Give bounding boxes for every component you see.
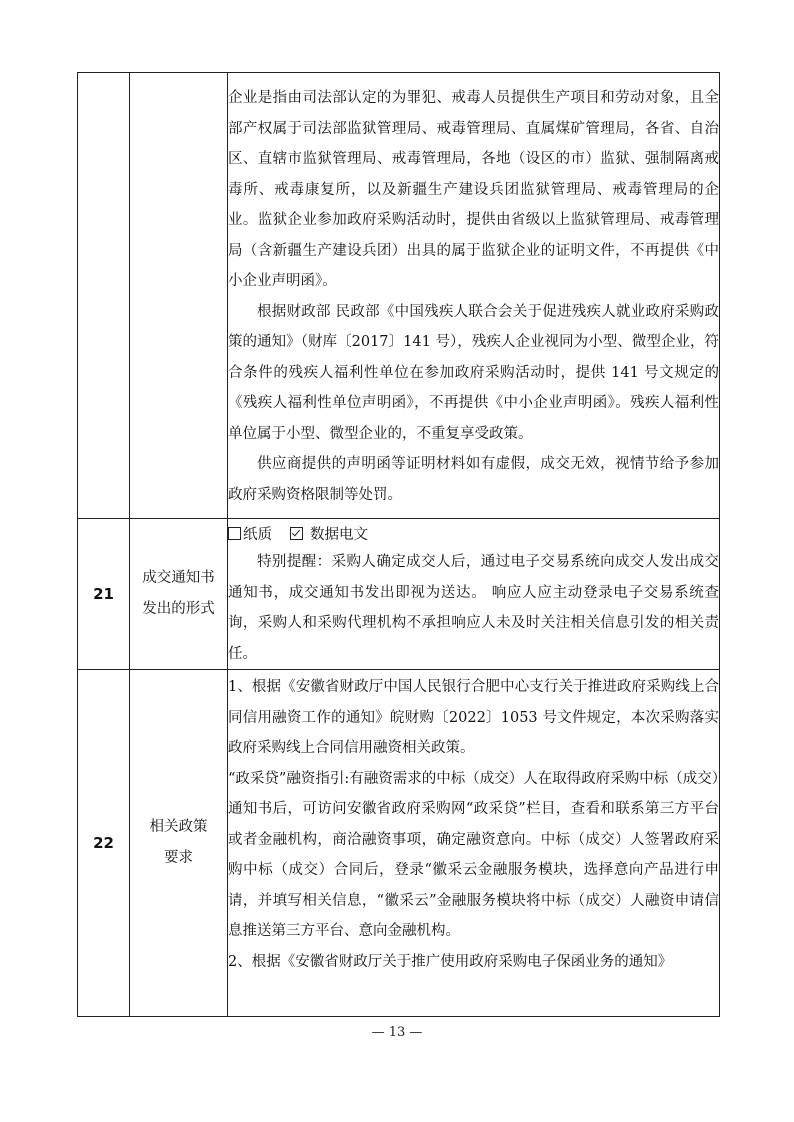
option-electronic-label: 数据电文 xyxy=(310,527,369,543)
row-label-line: 相关政策 xyxy=(149,819,208,835)
table-row-22 xyxy=(78,670,720,1017)
row-label-line: 要求 xyxy=(164,850,193,866)
requirements-table xyxy=(77,72,720,1017)
checked-box-icon[interactable] xyxy=(290,527,303,540)
label-cell-empty xyxy=(130,73,228,519)
row-number: 22 xyxy=(78,670,130,1017)
prison-enterprise-paragraph: 企业是指由司法部认定的为罪犯、戒毒人员提供生产项目和劳动对象，且全部产权属于司法部监狱管理局、戒毒管理局、直属煤矿管理局，各省、自治区、直辖市监狱管理局、戒毒管理局，各地（设区的市）监狱、强制隔离戒毒所、戒毒康复所，以及新疆生产建设兵团监狱管理局、戒毒管理局的企业。监狱企业参加政府采购活动时，提供由省级以上监狱管理局、戒毒管理局（含新疆生产建设兵团）出具的属于监狱企业的证明文件，不再提供《中小企业声明函》。 xyxy=(228,90,719,289)
number-cell-empty xyxy=(78,73,130,519)
row-label-line: 成交通知书 xyxy=(142,570,215,586)
electronic-guarantee-paragraph: 2、根据《安徽省财政厅关于推广使用政府采购电子保函业务的通知》 xyxy=(228,953,673,970)
page-number: — 13 — xyxy=(371,1025,423,1040)
unchecked-box-icon[interactable] xyxy=(228,527,241,540)
row-label xyxy=(130,519,228,670)
option-paper-label: 纸质 xyxy=(243,527,272,543)
notice-form-options xyxy=(228,523,719,547)
row-number: 21 xyxy=(78,519,130,670)
table-row-continuation xyxy=(78,73,720,519)
disabled-enterprise-paragraph: 根据财政部 民政部《中国残疾人联合会关于促进残疾人就业政府采购政策的通知》（财库〔2017〕141 号），残疾人企业视同为小型、微型企业，符合条件的残疾人福利性单位在参加政府采购活动时，提供 141 号文规定的《残疾人福利性单位声明函》，不再提供《中小企业声明函》。残疾人福利性单位属于小型、微型企业的，不重复享受政策。 xyxy=(228,303,719,442)
content-cell xyxy=(228,670,720,1017)
row-label xyxy=(130,670,228,1017)
false-declaration-paragraph: 供应商提供的声明函等证明材料如有虚假，成交无效，视情节给予参加政府采购资格限制等处罚。 xyxy=(228,456,719,503)
credit-financing-paragraph: 1、根据《安徽省财政厅中国人民银行合肥中心支行关于推进政府采购线上合同信用融资工作的通知》皖财购〔2022〕1053 号文件规定，本次采购落实政府采购线上合同信用融资相关政策。 xyxy=(228,679,719,756)
loan-guidance-paragraph: “政采贷”融资指引:有融资需求的中标（成交）人在取得政府采购中标（成交）通知书后，可访问安徽省政府采购网“政采贷”栏目，查看和联系第三方平台或者金融机构，商洽融资事项，确定融资意向。中标（成交）人签署政府采购中标（成交）合同后，登录“徽采云金融服务模块，选择意向产品进行申请，并填写相关信息，“徽采云”金融服务模块将中标（成交）人融资申请信息推送第三方平台、意向金融机构。 xyxy=(228,770,719,939)
row-label-line: 发出的形式 xyxy=(142,601,215,617)
content-cell xyxy=(228,519,720,670)
special-reminder-paragraph: 特别提醒：采购人确定成交人后，通过电子交易系统向成交人发出成交通知书，成交通知书发出即视为送达。 响应人应主动登录电子交易系统查询，采购人和采购代理机构不承担响应人未及时关注相关信息引发的相关责任。 xyxy=(228,554,719,662)
content-cell xyxy=(228,73,720,519)
table-row-21 xyxy=(78,519,720,670)
